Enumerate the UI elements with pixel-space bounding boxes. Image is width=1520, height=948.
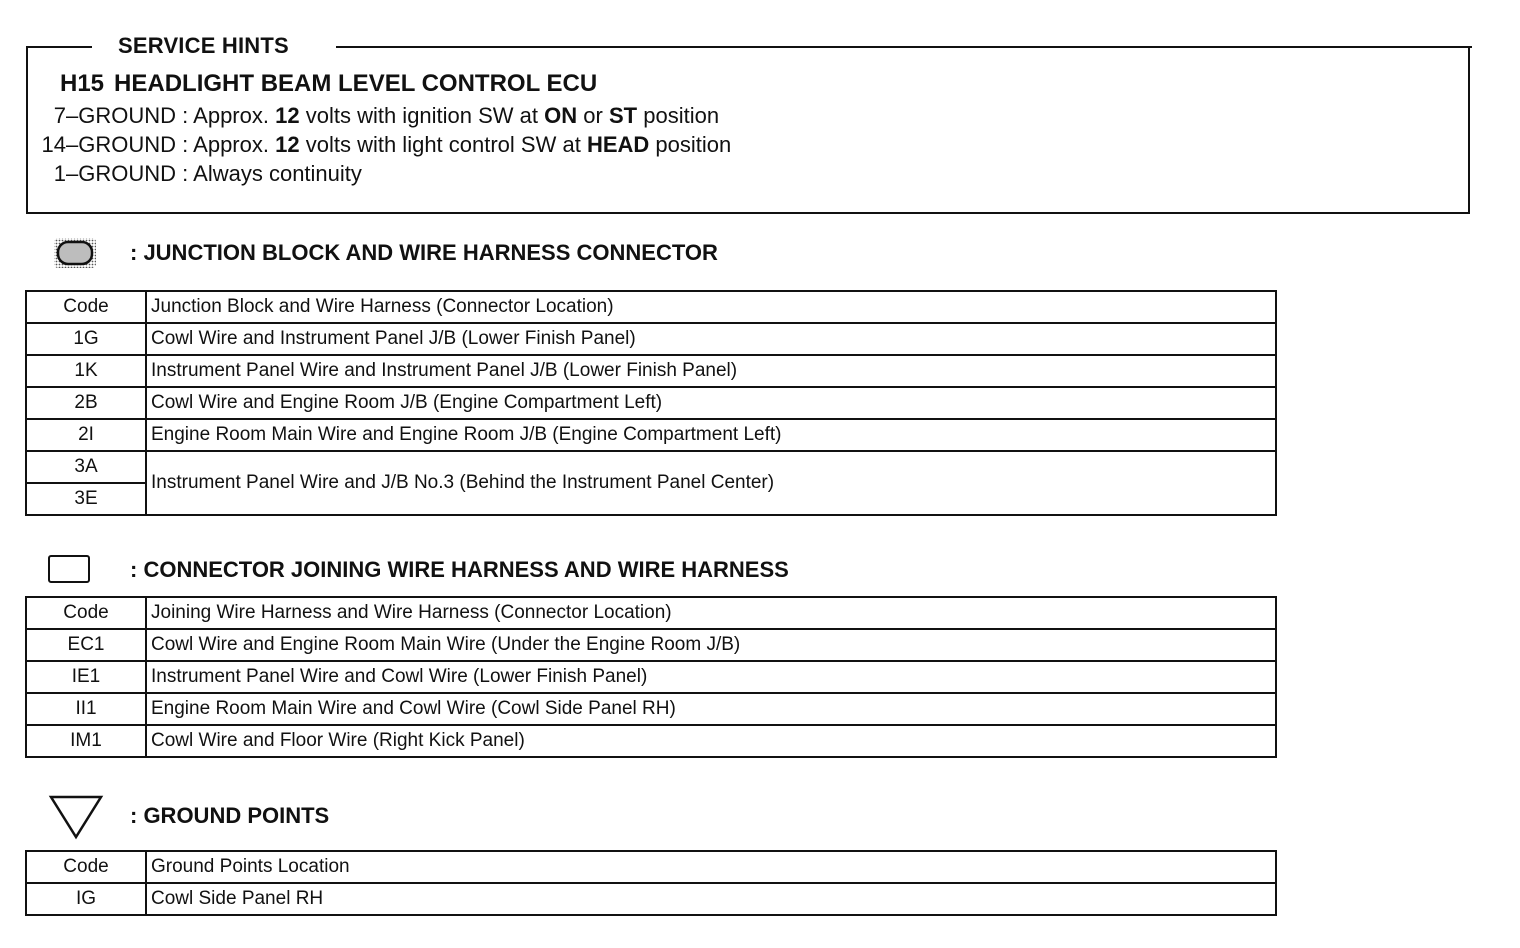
hint-row-7 [20, 103, 719, 129]
hint-mid: volts with light control SW at [305, 132, 581, 157]
row-code: EC1 [26, 629, 146, 661]
table-row [26, 451, 1276, 483]
hint-sep: : [182, 132, 189, 157]
hint-row-14 [20, 132, 731, 158]
ecu-name: HEADLIGHT BEAM LEVEL CONTROL ECU [114, 70, 598, 97]
service-hints-legend: SERVICE HINTS [118, 33, 289, 58]
hint-pre: Approx. [193, 132, 269, 157]
row-desc: Cowl Wire and Engine Room Main Wire (Under the Engine Room J/B) [146, 629, 1276, 661]
hint-sep: : [182, 161, 189, 186]
row-code: 2I [26, 419, 146, 451]
connector-table [25, 596, 1277, 758]
hint-row-1 [20, 161, 362, 187]
row-desc: Cowl Wire and Instrument Panel J/B (Lower Finish Panel) [146, 323, 1276, 355]
hint-value: ST [608, 103, 638, 128]
row-code: II1 [26, 693, 146, 725]
table-row [26, 419, 1276, 451]
row-desc: Cowl Side Panel RH [146, 883, 1276, 915]
table-row [26, 323, 1276, 355]
junction-block-icon [52, 236, 98, 270]
hint-or: or [583, 103, 603, 128]
row-code: IG [26, 883, 146, 915]
row-desc: Cowl Wire and Floor Wire (Right Kick Panel) [146, 725, 1276, 757]
connector-icon [48, 555, 90, 583]
row-code: 2B [26, 387, 146, 419]
table-row [26, 629, 1276, 661]
row-code: 3E [26, 483, 146, 515]
header-code: Code [26, 597, 146, 629]
connector-section-title: : CONNECTOR JOINING WIRE HARNESS AND WIRE HARNESS [130, 557, 789, 582]
table-row [26, 883, 1276, 915]
row-code: IE1 [26, 661, 146, 693]
header-code: Code [26, 291, 146, 323]
ground-triangle-icon [48, 794, 104, 840]
hint-sep: : [182, 103, 189, 128]
hint-value: HEAD [586, 132, 650, 157]
hint-mid: volts with ignition SW at [305, 103, 539, 128]
row-desc: Instrument Panel Wire and Cowl Wire (Lower Finish Panel) [146, 661, 1276, 693]
table-row [26, 661, 1276, 693]
header-desc: Ground Points Location [146, 851, 1276, 883]
table-header-row [26, 291, 1276, 323]
junction-section-title: : JUNCTION BLOCK AND WIRE HARNESS CONNECTOR [130, 240, 718, 265]
table-row [26, 387, 1276, 419]
ground-section-title: : GROUND POINTS [130, 803, 330, 828]
hint-post: position [643, 103, 720, 128]
table-header-row [26, 597, 1276, 629]
row-desc: Engine Room Main Wire and Cowl Wire (Cowl Side Panel RH) [146, 693, 1276, 725]
row-desc: Instrument Panel Wire and Instrument Panel J/B (Lower Finish Panel) [146, 355, 1276, 387]
table-row [26, 355, 1276, 387]
hint-terminal: 7–GROUND [53, 103, 176, 128]
row-desc: Engine Room Main Wire and Engine Room J/B (Engine Compartment Left) [146, 419, 1276, 451]
ecu-title [60, 70, 597, 98]
row-desc: Cowl Wire and Engine Room J/B (Engine Compartment Left) [146, 387, 1276, 419]
hint-value: 12 [275, 103, 300, 128]
hint-terminal: 14–GROUND [41, 132, 176, 157]
header-code: Code [26, 851, 146, 883]
ecu-code: H15 [60, 70, 105, 97]
header-desc: Joining Wire Harness and Wire Harness (Connector Location) [146, 597, 1276, 629]
hint-value: ON [544, 103, 578, 128]
row-desc: Instrument Panel Wire and J/B No.3 (Behind the Instrument Panel Center) [146, 451, 1276, 515]
table-header-row [26, 851, 1276, 883]
hint-text: Always continuity [193, 161, 362, 186]
ground-table [25, 850, 1277, 916]
row-code: 1K [26, 355, 146, 387]
row-code: 3A [26, 451, 146, 483]
hint-pre: Approx. [193, 103, 269, 128]
row-code: IM1 [26, 725, 146, 757]
row-code: 1G [26, 323, 146, 355]
table-row [26, 693, 1276, 725]
junction-table [25, 290, 1277, 516]
header-desc: Junction Block and Wire Harness (Connector Location) [146, 291, 1276, 323]
hint-terminal: 1–GROUND [53, 161, 176, 186]
hint-post: position [655, 132, 732, 157]
hint-value: 12 [275, 132, 300, 157]
table-row [26, 725, 1276, 757]
